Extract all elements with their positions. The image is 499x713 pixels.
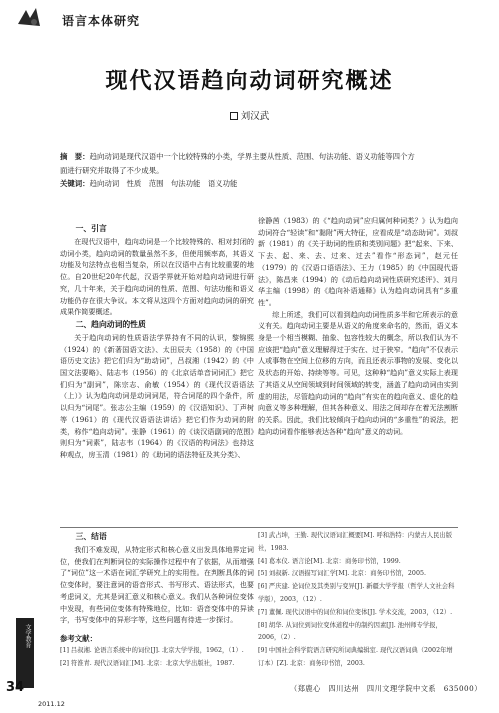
reference-item: [4] 葛本仪. 语言论[M]. 北京：商务印书馆，1999. [258, 557, 401, 565]
reference-item: [5] 刘叔新. 汉语描写词汇学[M]. 北京：商务印书馆，2005. [258, 570, 426, 578]
section-heading-nature: 二、趋向动词的性质 [75, 319, 146, 329]
reference-item: [7] 董佩. 现代汉语中的词位和词位变体[J]. 学术交流，2003，（12）. [258, 608, 453, 616]
reference-item: [1] 吕叔湘. 论语言系统中的词位[J]. 北京大学学报，1962，（1）. [60, 646, 244, 654]
page-number: 34 [6, 680, 25, 695]
conclusion-column [60, 530, 254, 671]
paragraph: 在现代汉语中，趋向动词是一个比较特殊的、相对封闭的动词小类，趋向动词的数量虽然不多，但使用频率高，其语义功能及句法特点也相当复杂，所以在汉语中占有比较重要的地位。自20世纪20年代起，汉语学界就开始对趋向动词进行研究，几十年来，关于趋向动词的性质、范围、句法功能和语义功能仍存在很大争议。本文将从这四个方面对趋向动词的研究成果作简要概述。 [60, 237, 254, 317]
reference-list-right [258, 530, 458, 671]
journal-side-tab [16, 618, 34, 688]
abstract [60, 150, 420, 178]
author-line [0, 108, 499, 122]
section-heading-conclusion: 三、结语 [75, 532, 107, 541]
left-column [60, 222, 254, 461]
reference-item: [8] 胡华. 从词位到词位变体道程中的制约因素[J]. 池州师专学报，2006，（2）. [258, 621, 442, 642]
article-title: 现代汉语趋向动词研究概述 [105, 68, 394, 94]
journal-logo-icon [14, 4, 42, 32]
abstract-label: 摘 要： [60, 152, 90, 161]
author-name: 刘汉武 [240, 111, 270, 122]
author-affiliation: （郑鹿心 四川达州 四川文理学院中文系 635000） [290, 684, 482, 693]
reference-list-left [60, 645, 254, 671]
paragraph: 我们不难发现，从特定形式和核心意义出发具体地界定词位，使我们在判断词位的实际操作过程中有了依据，从而增强了“词位”这一术语在词汇学研究上的实用性。在判断具体的词位变体时，要注意词的语音形式、书写形式、语法形式，也要考虑词义，尤其是词汇意义和核心意义。我们从各种词位变体中发现，有些词位变体有特殊地位，比如：语音变体中的异读字，书写变体中的异形字等，这些问题有待进一步探讨。 [60, 545, 254, 625]
keywords-label: 关键词： [60, 179, 90, 188]
section-name: 语言本体研究 [62, 14, 141, 28]
reference-item: [3] 武占坤，王勤. 现代汉语词汇概要[M]. 呼和浩特：内蒙古人民出版社，1983. [258, 532, 453, 552]
reference-item: [9] 中国社会科学院语言研究所词典编辑室. 现代汉语词典（2002年增订本）[Z]. 北京：商务印书馆，2003. [258, 647, 453, 667]
right-column [258, 215, 458, 437]
section-divider [60, 527, 458, 528]
keywords [60, 178, 420, 189]
reference-item: [2] 符淮青. 现代汉语词汇[M]. 北京：北京大学出版社，1987. [60, 659, 235, 667]
issue-date: 2011.12 [38, 700, 65, 708]
keywords-text: 趋向动词 性质 范围 句法功能 语义功能 [89, 179, 238, 188]
author-box-icon [230, 112, 238, 120]
section-heading-intro: 一、引言 [75, 224, 107, 233]
paragraph: 关于趋向动词的性质语法学界持有不同的认识，黎锦熙（1924）的《新著国语文法》、太田辰夫（1958）的《中国语历史文法》把它们归为“助动词”，吕叔湘（1942）的《中国文法要略》、陆志韦（1956）的《北京话单音词词汇》把它们归为“副词”，陈宗志、俞敏（1954）的《现代汉语语法（上）》认为趋向动词是动词词尾，符合词尾的四个条件，所以归为“词尾”。张志公主编（1959）的《汉语知识》、丁声树等（1961）的《现代汉语语法讲话》把它们作为动词的附类，称作“趋向动词”。张静（1961）的《谈汉语副词的范围》则归为“词素”，陆志韦（1964）的《汉语的构词法》也持这种观点，房玉清（1981）的《助词的语法特征及其分类》、 [60, 332, 254, 459]
abstract-text: 趋向动词是现代汉语中一个比较特殊的小类，学界主要从性质、范围、句法功能、语义功能等四个方面进行研究并取得了不少成果。 [60, 152, 415, 175]
paragraph: 徐静茜（1983）的《“趋向动词”应归属何种词类？》认为趋向动词符合“轻读”和“黏附”两大特征，应看成是“动态助词”。刘叔新（1981）的《关于助词的性质和类别问题》把“起来、下来、下去、起、来、去、过来、过去”看作“形态词”，赵元任（1979）的《汉语口语语法》、王力（1985）的《中国现代语法》，陈昌来（1994）的《动后趋向动词性质研究述评》、刘月华主编（1998）的《趋向补语通释》认为趋向动词具有“多重性”。 [258, 216, 458, 307]
reference-item: [6] 严庆建. 论词位及其类别与变异[J]. 新疆大学学报（哲学人文社会科学版），2003，（12）. [258, 583, 455, 603]
paragraph: 综上所述，我们可以看到趋向动词性质多半和它所表示的意义有关。趋向动词主要是从语义的角度来命名的，然而，语义本身是一个相当模糊、抽象、包容性较大的概念，所以我们认为不应该把“趋向”意义理解得过于实在、过于狭窄。“趋向”不仅表示人或事物在空间上位移的方向，而且还表示事物的发展、变化以及状态的开始、持续等等。可见，这种种“趋向”意义实际上表现了其语义从空间领域到时间领域的转变，涵盖了趋向动词由实到虚的用法，尽管趋向动词的“趋向”有实在的趋向意义、虚化的趋向意义等多种理解，但其各种意义、用法之间却存在着无法割断的关系。因此，我们比较倾向于趋向动词的“多重性”的说法，把趋向动词看作能够表达各种“趋向”意义的动词。 [258, 309, 458, 436]
references-heading: 参考文献： [60, 633, 97, 643]
header-band [0, 0, 499, 38]
side-tab-label: 文学教育 [24, 624, 31, 648]
